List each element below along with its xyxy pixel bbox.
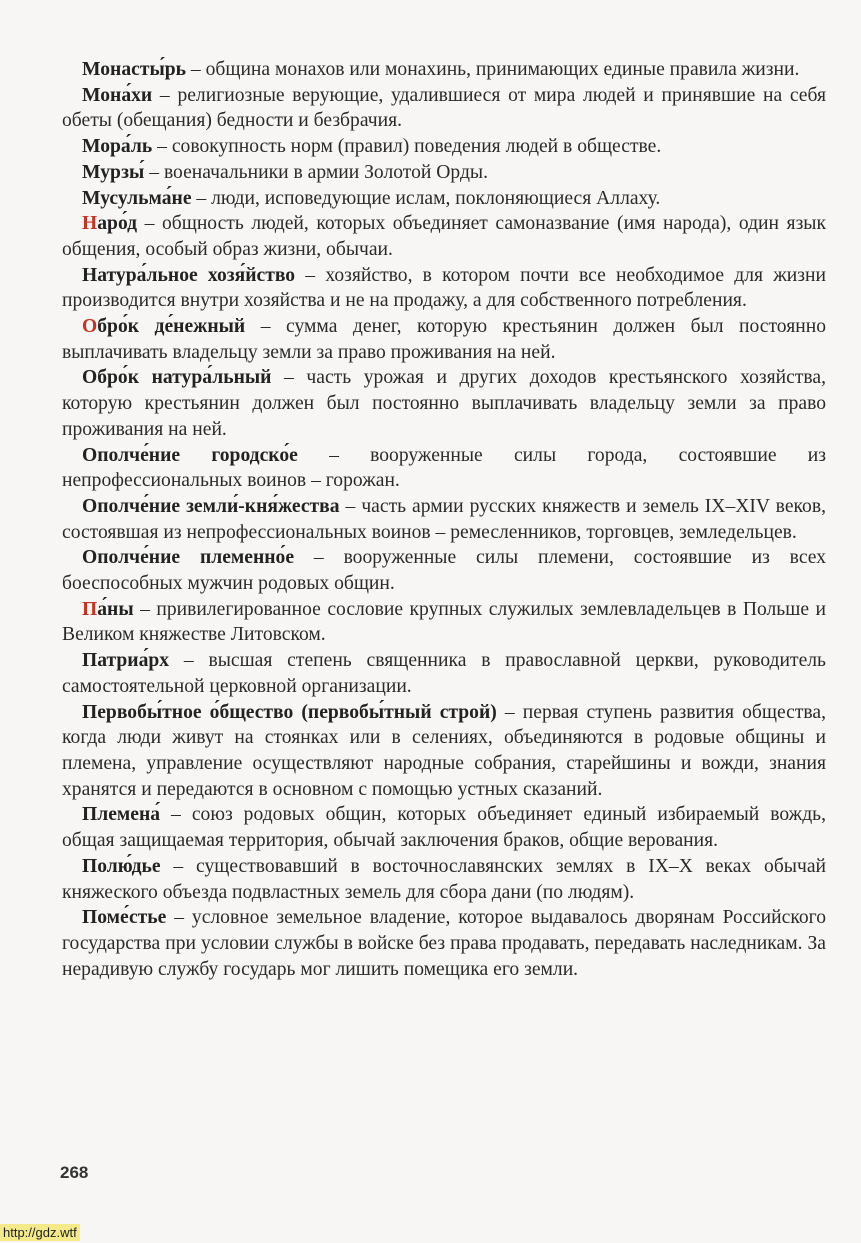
glossary-entry (62, 905, 826, 982)
glossary-term-text: Первобы́тное о́бщество (первобы́тный строй) (82, 701, 497, 723)
glossary-entry (62, 494, 826, 545)
glossary-term (82, 496, 340, 517)
glossary-definition: – часть армии русских княжеств и земель IX–XIV веков, состоявшая из непрофессиональных воинов – ремесленников, торговцев, земледельцев. (62, 495, 826, 543)
glossary-term-text: Мора́ль (82, 136, 153, 158)
glossary-entry (62, 365, 826, 442)
glossary-definition: – условное земельное владение, которое выдавалось дворянам Российского государства при условии службы в войске без права продавать, передавать наследникам. За нерадивую службу государь мог лишить помещика его земли. (62, 907, 826, 980)
glossary-term (82, 85, 152, 106)
glossary-page (62, 57, 826, 982)
glossary-definition: – хозяйство, в котором почти все необходимое для жизни производится внутри хозяйства и не на продажу, а для собственного потребления. (62, 264, 826, 312)
glossary-entry (62, 160, 826, 186)
glossary-term-text: аро́д (97, 213, 138, 235)
glossary-term-text: а́ны (97, 598, 134, 620)
glossary-definition: – первая ступень развития общества, когда люди живут на стоянках или в селениях, объединяются в родовые общины и племена, управление осуществляют народные собрания, старейшины и вожди, знания хранятся и передаются в основном с помощью устных сказаний. (62, 701, 827, 800)
red-initial-letter: Н (82, 213, 98, 235)
glossary-term-text: Ополче́ние земли́-кня́жества (82, 495, 340, 517)
glossary-definition: – высшая степень священника в православной церкви, руководитель самостоятельной церковной организации. (62, 650, 826, 697)
glossary-definition: – община монахов или монахинь, принимающих единые правила жизни. (186, 59, 800, 80)
glossary-definition: – вооруженные силы города, состоявшие из непрофессиональных воинов – горожан. (62, 444, 826, 492)
glossary-term-text: Мурзы́ (82, 161, 145, 183)
glossary-term-text: Полю́дье (82, 855, 161, 877)
glossary-entry (62, 597, 826, 648)
glossary-term-text: бро́к де́нежный (97, 316, 246, 338)
glossary-definition: – люди, исповедующие ислам, поклоняющиеся Аллаху. (191, 187, 661, 209)
glossary-term (82, 599, 134, 620)
glossary-term (82, 907, 166, 928)
glossary-term-text: Ополче́ние городско́е (82, 444, 298, 466)
watermark-link[interactable]: http://gdz.wtf (0, 1224, 80, 1241)
glossary-definition: – совокупность норм (правил) поведения людей в обществе. (152, 136, 662, 158)
glossary-term-text: Ополче́ние племенно́е (82, 547, 295, 569)
glossary-term (82, 59, 186, 80)
glossary-definition: – привилегированное сословие крупных служилых землевладельцев в Польше и Великом княжестве Литовском. (62, 598, 826, 646)
glossary-definition: – военачальники в армии Золотой Орды. (144, 161, 488, 183)
glossary-definition: – вооруженные силы племени, состоявшие из всех боеспособных мужчин родовых общин. (62, 547, 826, 595)
glossary-term-text: Мона́хи (82, 84, 153, 106)
glossary-term-text: Обро́к натура́льный (82, 367, 272, 389)
page-number: 268 (60, 1163, 89, 1182)
glossary-entry (62, 57, 826, 83)
glossary-definition: – союз родовых общин, которых объединяет единый избираемый вождь, общая защищаемая территория, обычай заключения браков, общие верования. (62, 804, 826, 852)
glossary-term-text: Патриа́рх (82, 650, 170, 672)
glossary-definition: – общность людей, которых объединяет самоназвание (имя народа), один язык общения, особый образ жизни, обычаи. (62, 213, 826, 260)
glossary-term-text: Монасты́рь (82, 59, 186, 80)
glossary-term (82, 702, 497, 723)
glossary-term (82, 804, 160, 825)
glossary-entry (62, 648, 826, 699)
glossary-term (82, 316, 245, 337)
glossary-entry (62, 802, 826, 853)
glossary-term (82, 650, 169, 671)
glossary-term-text: Племена́ (82, 804, 161, 826)
glossary-entry (62, 211, 826, 262)
glossary-term (82, 136, 152, 157)
glossary-term (82, 547, 294, 568)
glossary-term (82, 367, 271, 388)
glossary-entry (62, 545, 826, 596)
glossary-term (82, 265, 295, 286)
glossary-entry (62, 134, 826, 160)
glossary-entry (62, 700, 826, 803)
red-initial-letter: П (82, 598, 98, 620)
glossary-term (82, 213, 137, 234)
glossary-term (82, 188, 192, 209)
glossary-entry (62, 83, 826, 134)
glossary-definition: – религиозные верующие, удалившиеся от мира людей и принявшие на себя обеты (обещания) бедности и безбрачия. (62, 84, 826, 132)
glossary-term-text: Мусульма́не (82, 187, 192, 209)
glossary-term (82, 445, 298, 466)
glossary-term (82, 162, 144, 183)
glossary-term (82, 856, 161, 877)
glossary-definition: – существовавший в восточнославянских землях в IX–X веках обычай княжеского объезда подвластных земель для сбора дани (по людям). (62, 855, 826, 903)
glossary-definition: – сумма денег, которую крестьянин должен был постоянно выплачивать владельцу земли за право проживания на ней. (62, 316, 826, 363)
glossary-entry (62, 314, 826, 365)
glossary-definition: – часть урожая и других доходов крестьянского хозяйства, которую крестьянин должен был постоянно выплачивать владельцу земли за право проживания на ней. (62, 367, 826, 440)
glossary-term-text: Натура́льное хозя́йство (82, 264, 296, 286)
glossary-entry (62, 854, 826, 905)
red-initial-letter: О (82, 316, 98, 338)
glossary-entry (62, 263, 826, 314)
glossary-entry (62, 186, 826, 212)
glossary-entry (62, 443, 826, 494)
glossary-term-text: Поме́стье (82, 907, 167, 929)
